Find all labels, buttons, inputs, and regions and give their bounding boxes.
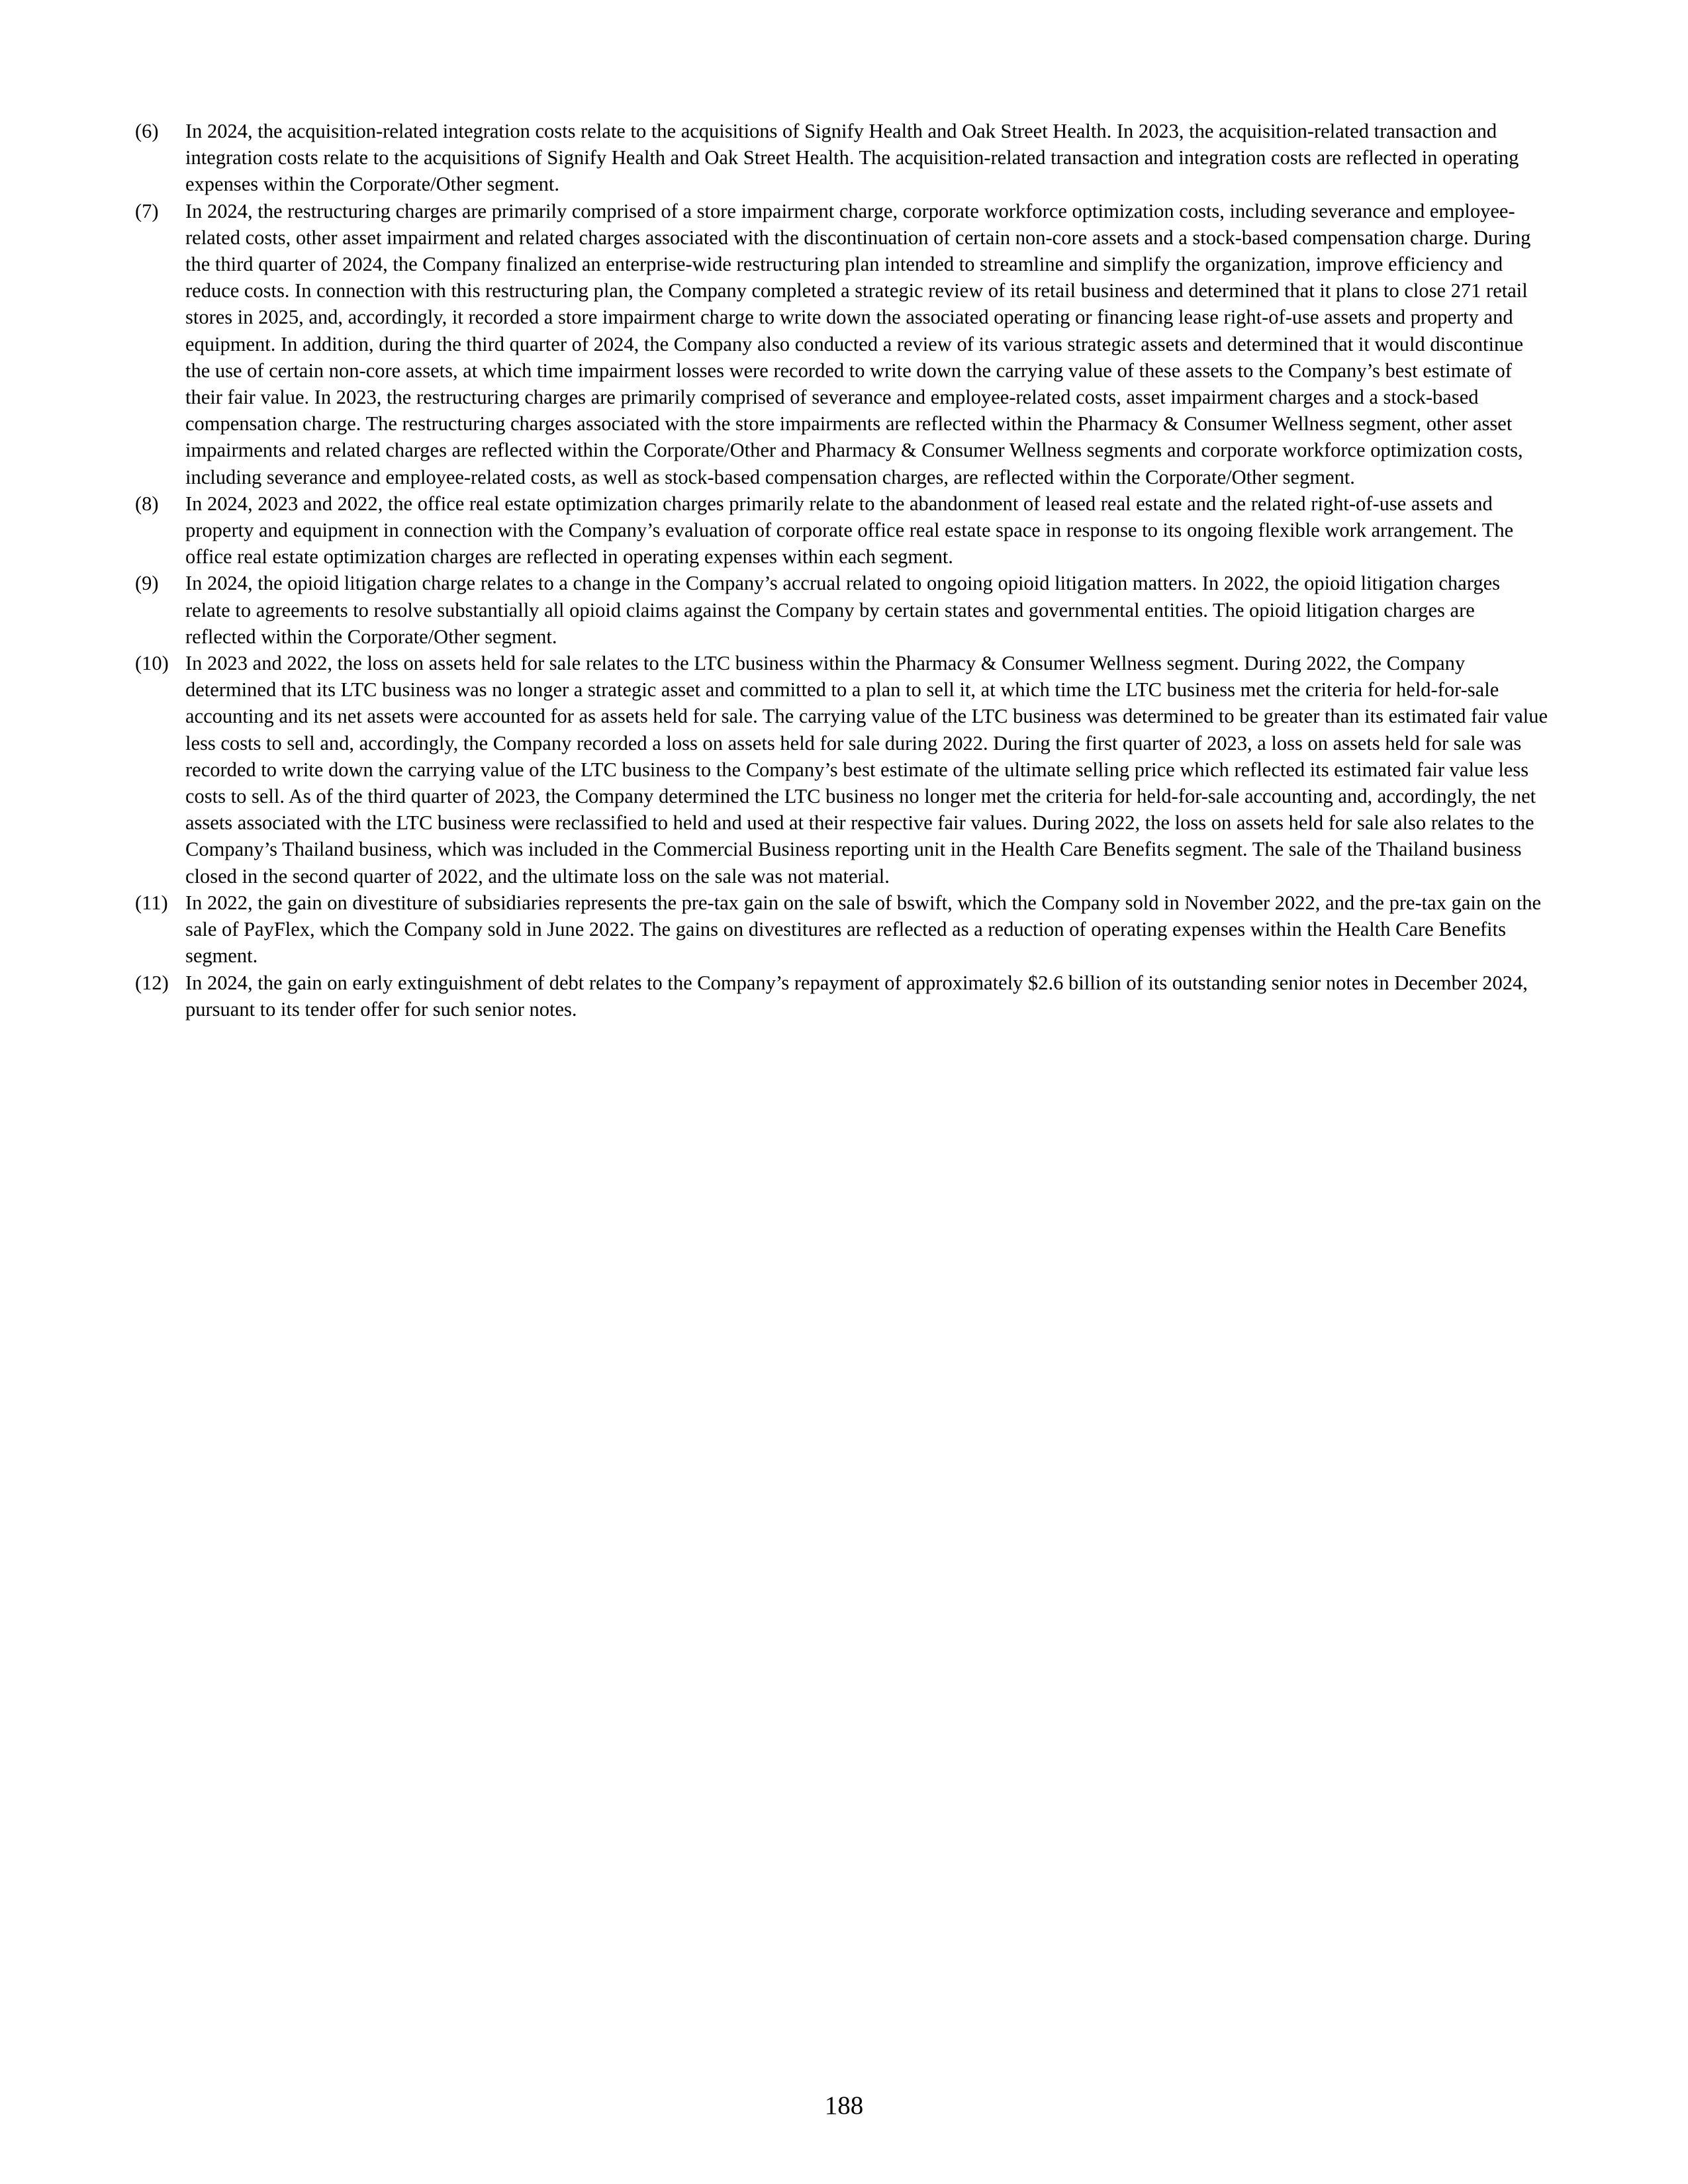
footnote-6 xyxy=(135,118,1548,198)
footnote-10 xyxy=(135,650,1548,889)
footnote-number: (6) xyxy=(135,120,159,142)
footnote-text: In 2023 and 2022, the loss on assets held for sale relates to the LTC business within the Pharmacy & Consumer Wellness segment. During 2022, the Company determined that its LTC business was no longer a strategic asset and committed to a plan to sell it, at which time the LTC business met the criteria for held-for-sale accounting and its net assets were accounted for as assets held for sale. The carrying value of the LTC business was determined to be greater than its estimated fair value less costs to sell and, accordingly, the Company recorded a loss on assets held for sale during 2022. During the first quarter of 2023, a loss on assets held for sale was recorded to write down the carrying value of the LTC business to the Company’s best estimate of the ultimate selling price which reflected its estimated fair value less costs to sell. As of the third quarter of 2023, the Company determined the LTC business no longer met the criteria for held-for-sale accounting and, accordingly, the net assets associated with the LTC business were reclassified to held and used at their respective fair values. During 2022, the loss on assets held for sale also relates to the Company’s Thailand business, which was included in the Commercial Business reporting unit in the Health Care Benefits segment. The sale of the Thailand business closed in the second quarter of 2022, and the ultimate loss on the sale was not material. xyxy=(185,652,1548,887)
footnote-text: In 2024, 2023 and 2022, the office real estate optimization charges primarily relate to the abandonment of leased real estate and the related right-of-use assets and property and equipment in connection with the Company’s evaluation of corporate office real estate space in response to its ongoing flexible work arrangement. The office real estate optimization charges are reflected in operating expenses within each segment. xyxy=(185,492,1514,569)
footnote-number: (8) xyxy=(135,492,159,515)
footnote-8 xyxy=(135,490,1548,570)
footnote-7 xyxy=(135,198,1548,490)
footnote-11 xyxy=(135,889,1548,970)
footnote-number: (12) xyxy=(135,971,169,994)
footnotes-list xyxy=(135,118,1548,1023)
footnote-text: In 2022, the gain on divestiture of subsidiaries represents the pre-tax gain on the sale of bswift, which the Company sold in November 2022, and the pre-tax gain on the sale of PayFlex, which the Company sold in June 2022. The gains on divestitures are reflected as a reduction of operating expenses within the Health Care Benefits segment. xyxy=(185,891,1542,968)
footnote-text: In 2024, the acquisition-related integration costs relate to the acquisitions of Signify Health and Oak Street Health. In 2023, the acquisition-related transaction and integration costs relate to the acquisitions of Signify Health and Oak Street Health. The acquisition-related transaction and integration costs are reflected in operating expenses within the Corporate/Other segment. xyxy=(185,120,1519,196)
footnote-number: (9) xyxy=(135,572,159,595)
footnote-12 xyxy=(135,970,1548,1023)
footnote-text: In 2024, the gain on early extinguishment of debt relates to the Company’s repayment of approximately $2.6 billion of its outstanding senior notes in December 2024, pursuant to its tender offer for such senior notes. xyxy=(185,971,1528,1021)
page-number: 188 xyxy=(824,2091,864,2120)
footnote-number: (11) xyxy=(135,891,168,914)
footnote-number: (10) xyxy=(135,652,169,675)
footnote-number: (7) xyxy=(135,199,159,222)
footnote-9 xyxy=(135,570,1548,650)
footnote-text: In 2024, the opioid litigation charge relates to a change in the Company’s accrual related to ongoing opioid litigation matters. In 2022, the opioid litigation charges relate to agreements to resolve substantially all opioid claims against the Company by certain states and governmental entities. The opioid litigation charges are reflected within the Corporate/Other segment. xyxy=(185,572,1500,648)
footnote-text: In 2024, the restructuring charges are primarily comprised of a store impairment charge, corporate workforce optimization costs, including severance and employee-related costs, other asset impairment and related charges associated with the discontinuation of certain non-core assets and a stock-based compensation charge. During the third quarter of 2024, the Company finalized an enterprise-wide restructuring plan intended to streamline and simplify the organization, improve efficiency and reduce costs. In connection with this restructuring plan, the Company completed a strategic review of its retail business and determined that it plans to close 271 retail stores in 2025, and, accordingly, it recorded a store impairment charge to write down the associated operating or financing lease right-of-use assets and property and equipment. In addition, during the third quarter of 2024, the Company also conducted a review of its various strategic assets and determined that it would discontinue the use of certain non-core assets, at which time impairment losses were recorded to write down the carrying value of these assets to the Company’s best estimate of their fair value. In 2023, the restructuring charges are primarily comprised of severance and employee-related costs, asset impairment charges and a stock-based compensation charge. The restructuring charges associated with the store impairments are reflected within the Pharmacy & Consumer Wellness segment, other asset impairments and related charges are reflected within the Corporate/Other and Pharmacy & Consumer Wellness segments and corporate workforce optimization costs, including severance and employee-related costs, as well as stock-based compensation charges, are reflected within the Corporate/Other segment. xyxy=(185,199,1531,488)
